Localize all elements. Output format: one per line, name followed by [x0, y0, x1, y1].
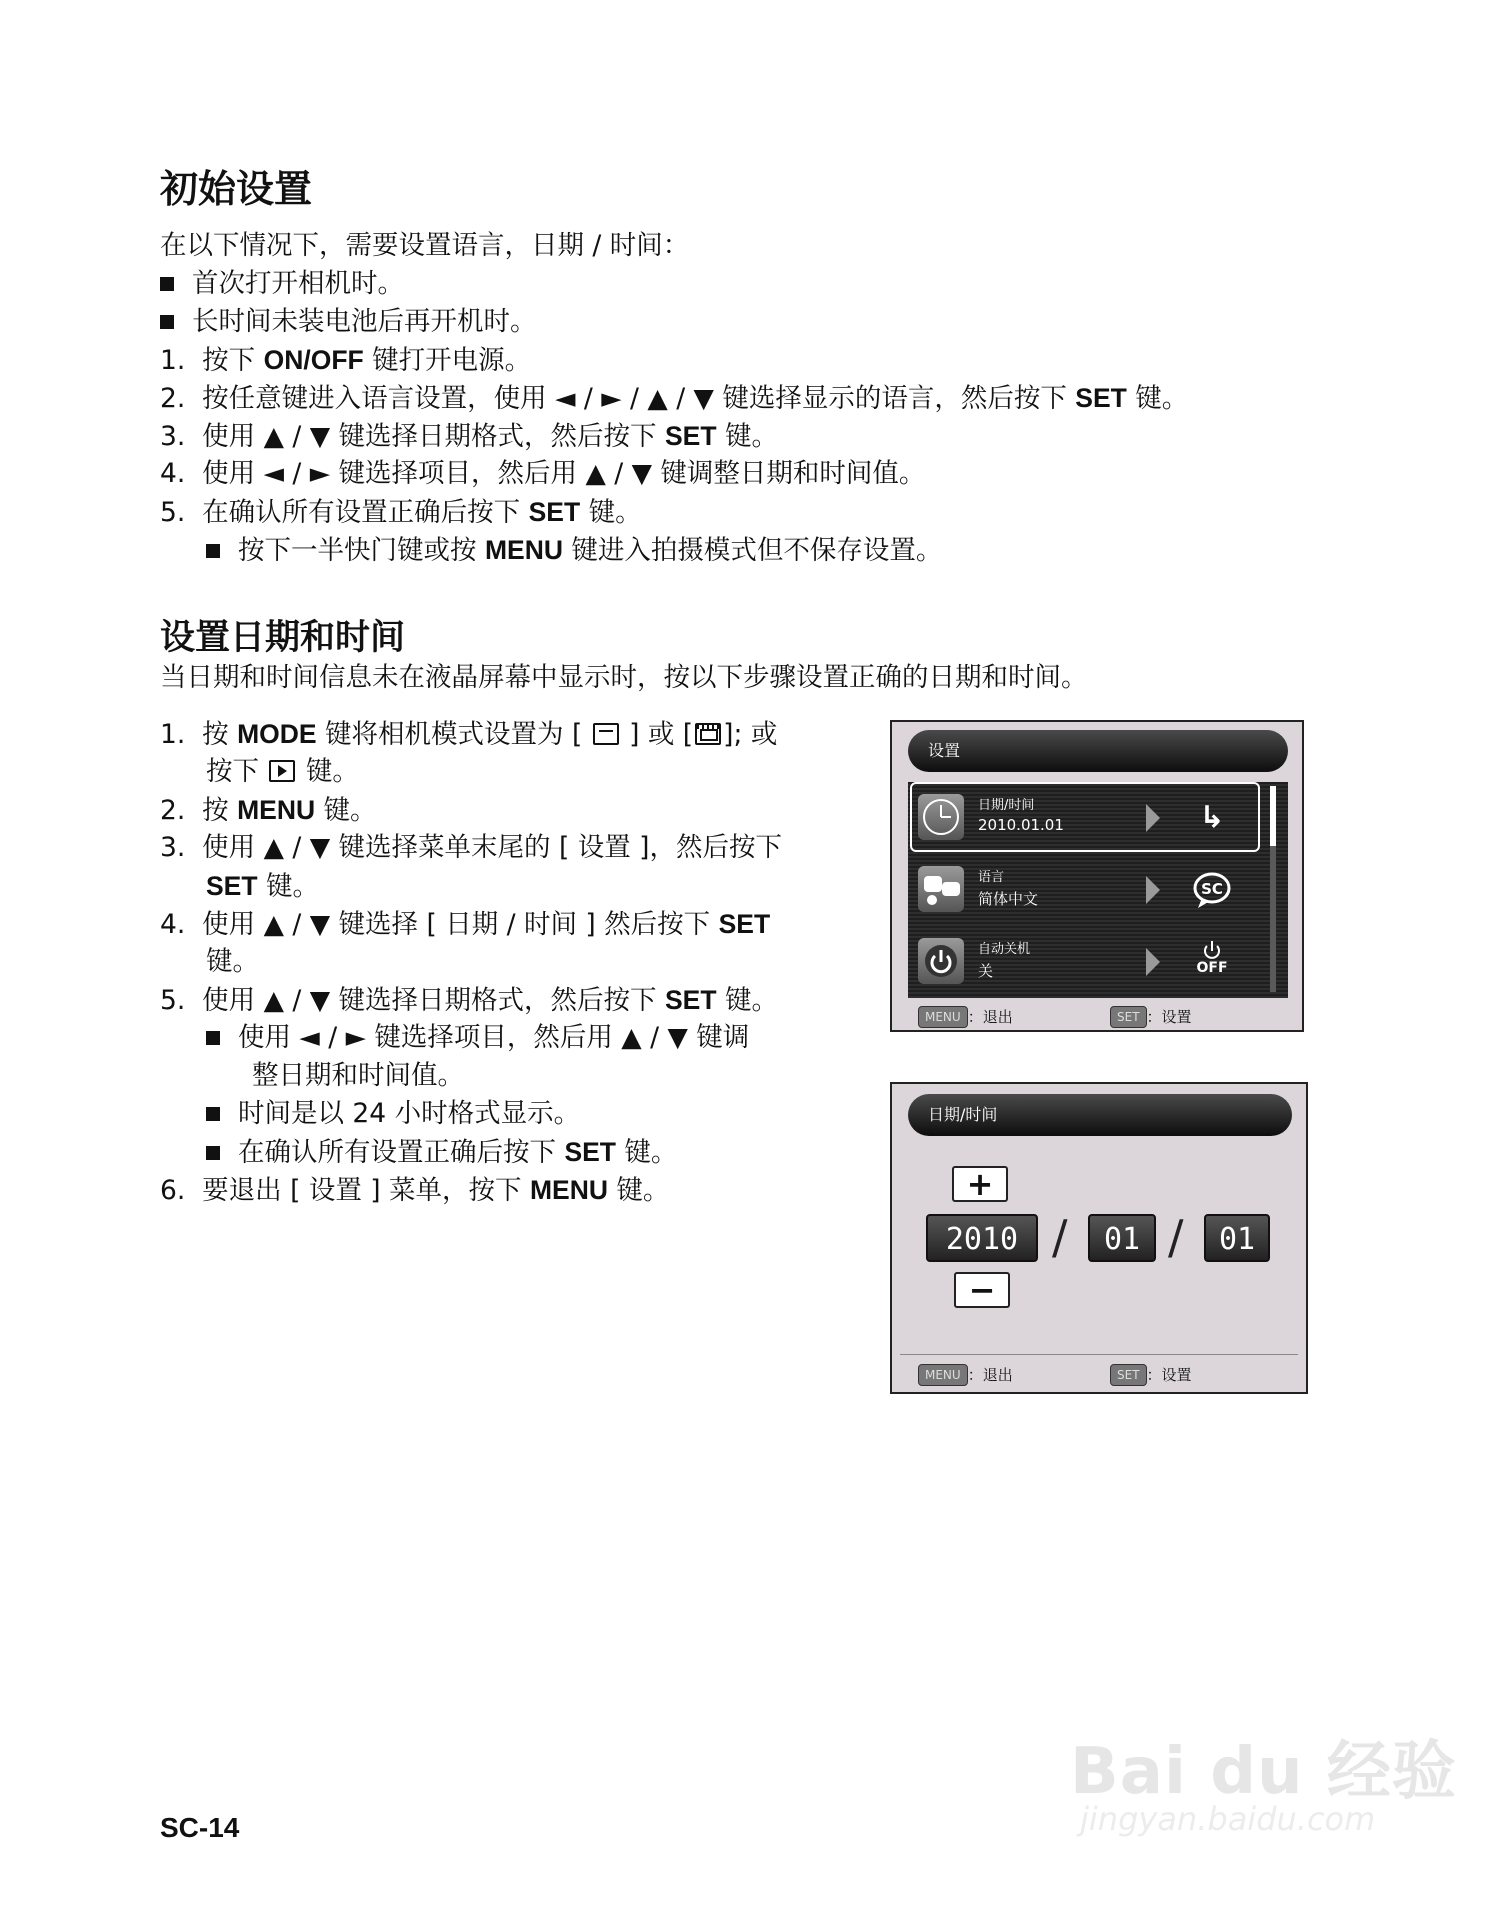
footer-set-hint: SET ：设置 — [1110, 1006, 1192, 1028]
step-continuation: 键。 — [206, 946, 259, 977]
bullet-square-icon — [206, 1031, 220, 1045]
sub-bullet-item: 在确认所有设置正确后按下 SET 键。 — [206, 1134, 677, 1171]
footer-menu-hint: MENU ：退出 — [918, 1364, 1013, 1386]
month-field[interactable]: 01 — [1088, 1214, 1156, 1262]
step-item: 4. 使用 ▲ / ▼ 键选择 [ 日期 / 时间 ] 然后按下 SET — [160, 909, 771, 940]
section-title-initial-setup: 初始设置 — [160, 167, 313, 211]
baidu-watermark-url: jingyan.baidu.com — [1080, 1800, 1376, 1838]
baidu-watermark: Bai du 经验 — [1070, 1735, 1457, 1809]
day-field[interactable]: 01 — [1204, 1214, 1270, 1262]
sub-bullet-item: 使用 ◄ / ► 键选择项目，然后用 ▲ / ▼ 键调 — [206, 1020, 749, 1056]
sub-bullet-continuation: 整日期和时间值。 — [252, 1060, 464, 1091]
bullet-item: 长时间未装电池后再开机时。 — [160, 304, 537, 340]
step-item: 2. 按 MENU 键。 — [160, 795, 377, 826]
year-field[interactable]: 2010 — [926, 1214, 1038, 1262]
bullet-square-icon — [206, 544, 220, 558]
footer-set-hint: SET ：设置 — [1110, 1364, 1192, 1386]
step-item: 6. 要退出 [ 设置 ] 菜单，按下 MENU 键。 — [160, 1175, 670, 1206]
arrow-right-icon — [1146, 876, 1160, 904]
bullet-square-icon — [206, 1107, 220, 1121]
menu-item-auto-power-off[interactable]: 自动关机 关 OFF — [908, 926, 1258, 996]
step-item: 2. 按任意键进入语言设置，使用 ◄ / ► / ▲ / ▼ 键选择显示的语言，然后按下 SET 键。 — [160, 383, 1189, 414]
bullet-item: 首次打开相机时。 — [160, 266, 404, 302]
page-number: SC-14 — [160, 1812, 240, 1843]
enter-icon: ↳ — [1199, 800, 1225, 835]
footer-menu-hint: MENU ：退出 — [918, 1006, 1013, 1028]
settings-titlebar: 设置 — [908, 730, 1288, 772]
step-continuation: SET 键。 — [206, 871, 319, 902]
language-icon — [918, 866, 964, 912]
scrollbar-thumb[interactable] — [1270, 786, 1276, 846]
date-separator: / — [1168, 1210, 1184, 1264]
plus-button[interactable]: + — [952, 1166, 1008, 1202]
video-mode-icon — [695, 723, 721, 745]
step-item: 5. 在确认所有设置正确后按下 SET 键。 — [160, 497, 642, 528]
power-off-icon: OFF — [1190, 940, 1234, 984]
section-title-set-date-time: 设置日期和时间 — [160, 618, 406, 658]
intro-text: 在以下情况下，需要设置语言，日期 / 时间： — [160, 230, 690, 261]
playback-icon — [269, 760, 295, 782]
date-time-titlebar: 日期/时间 — [908, 1094, 1292, 1136]
section2-intro: 当日期和时间信息未在液晶屏幕中显示时，按以下步骤设置正确的日期和时间。 — [160, 662, 1088, 693]
settings-screen — [890, 720, 1304, 1032]
menu-item-date-time[interactable]: 日期/时间 2010.01.01 ↳ — [908, 782, 1258, 852]
arrow-right-icon — [1146, 948, 1160, 976]
sub-bullet-item: 按下一半快门键或按 MENU 键进入拍摄模式但不保存设置。 — [206, 532, 942, 569]
bullet-square-icon — [160, 277, 174, 291]
step-item: 1. 按 MODE 键将相机模式设置为 [ ] 或 [ ]; 或 — [160, 719, 778, 750]
power-icon — [918, 938, 964, 984]
sub-bullet-item: 时间是以 24 小时格式显示。 — [206, 1096, 580, 1132]
step-item: 1. 按下 ON/OFF 键打开电源。 — [160, 345, 532, 376]
step-item: 5. 使用 ▲ / ▼ 键选择日期格式，然后按下 SET 键。 — [160, 985, 778, 1016]
step-item: 3. 使用 ▲ / ▼ 键选择日期格式，然后按下 SET 键。 — [160, 421, 778, 452]
minus-button[interactable]: − — [954, 1272, 1010, 1308]
date-separator: / — [1052, 1210, 1068, 1264]
step-item: 4. 使用 ◄ / ► 键选择项目，然后用 ▲ / ▼ 键调整日期和时间值。 — [160, 458, 926, 489]
bullet-square-icon — [206, 1146, 220, 1160]
step-continuation: 按下 键。 — [206, 756, 359, 787]
bullet-square-icon — [160, 315, 174, 329]
svg-text:SC: SC — [1201, 880, 1223, 898]
footer-divider — [900, 1354, 1298, 1355]
camera-mode-icon — [593, 723, 619, 745]
scrollbar[interactable] — [1270, 786, 1276, 992]
language-sc-icon — [1190, 868, 1234, 912]
settings-menu-list — [908, 782, 1288, 998]
selection-highlight — [910, 782, 1260, 852]
menu-item-language[interactable]: 语言 简体中文 SC — [908, 854, 1258, 924]
step-item: 3. 使用 ▲ / ▼ 键选择菜单末尾的 [ 设置 ]，然后按下 — [160, 832, 782, 863]
date-time-screen — [890, 1082, 1308, 1394]
